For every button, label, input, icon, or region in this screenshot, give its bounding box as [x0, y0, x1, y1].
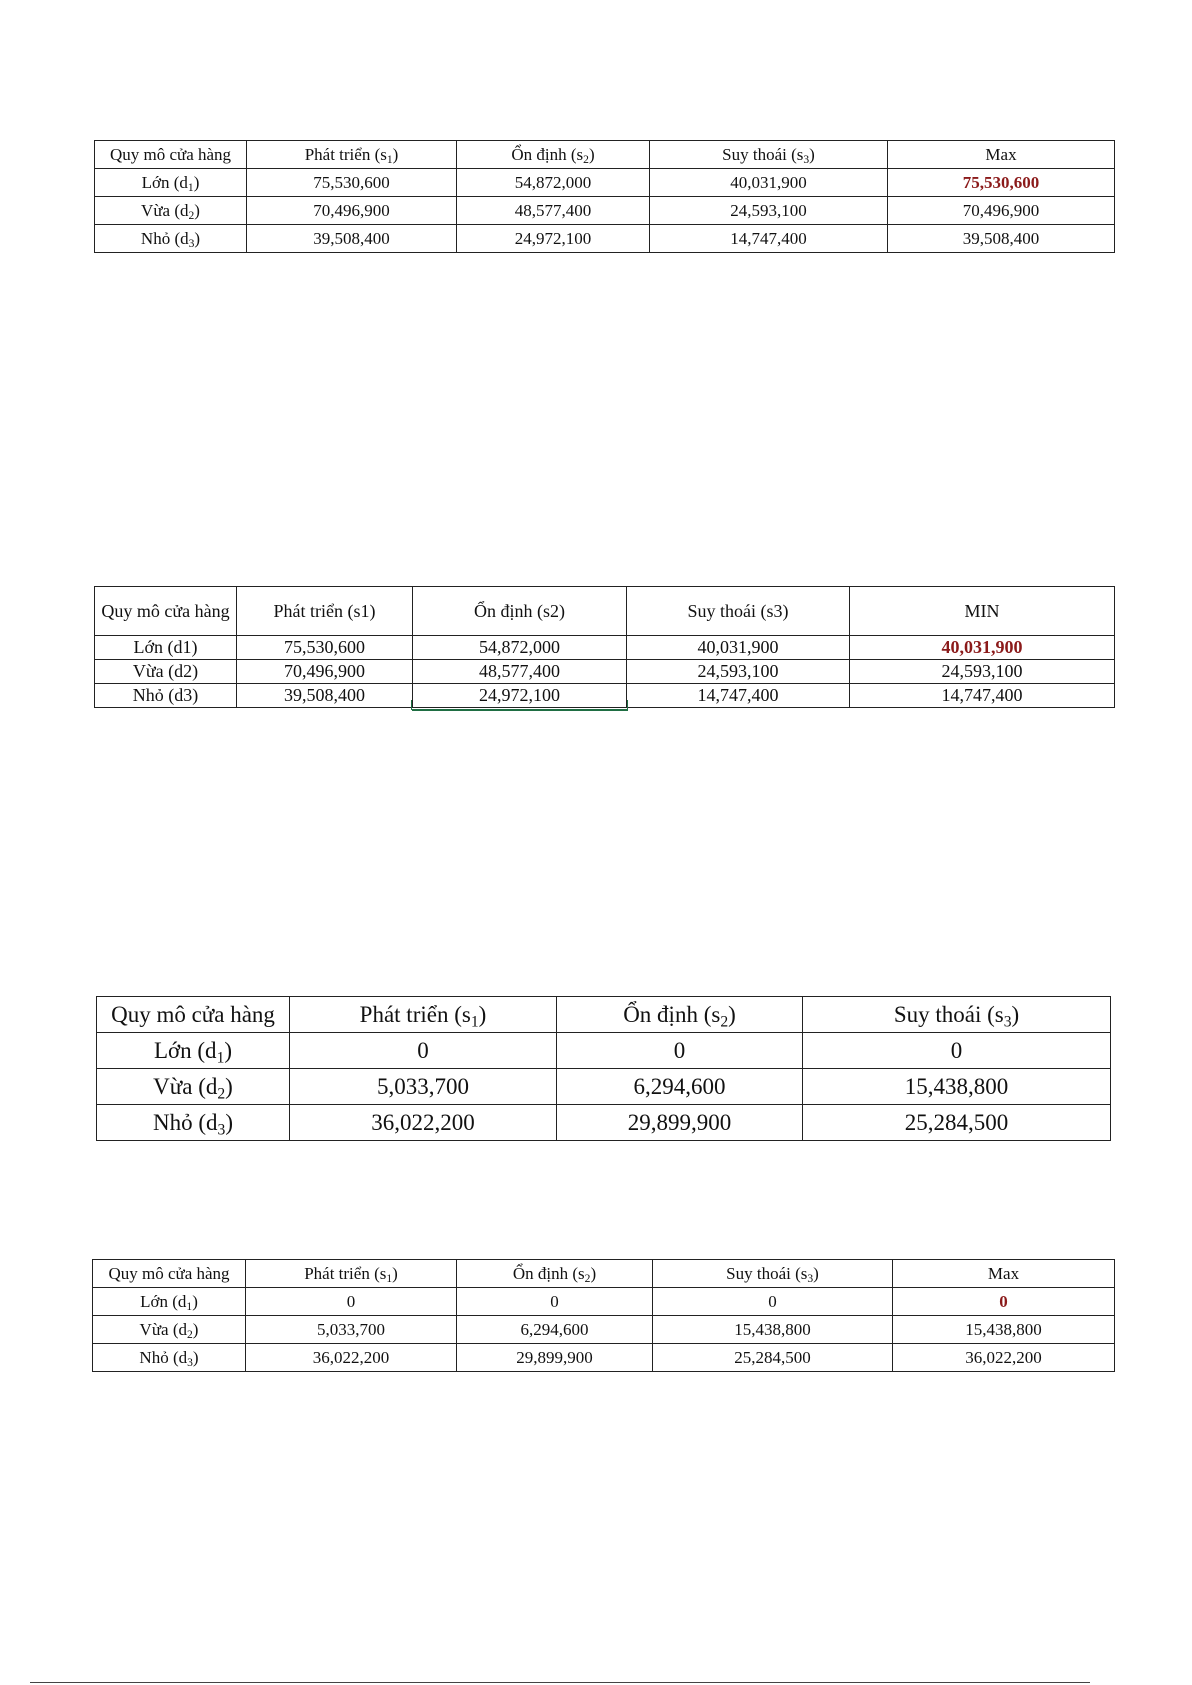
cell: 70,496,900 [237, 660, 413, 684]
cell: 0 [557, 1033, 803, 1069]
header-min: MIN [850, 587, 1115, 636]
table-row [95, 225, 1115, 253]
cell: 15,438,800 [893, 1316, 1115, 1344]
cell: 36,022,200 [246, 1344, 457, 1372]
cell: 48,577,400 [413, 660, 627, 684]
table-row [95, 169, 1115, 197]
cell: 36,022,200 [893, 1344, 1115, 1372]
row-label: Nhỏ $(d_3)$ [95, 225, 247, 253]
header-recession: Suy thoái $(s_3)$ [653, 1260, 893, 1288]
cell: 14,747,400 [850, 684, 1115, 708]
cell: 29,899,900 [557, 1105, 803, 1141]
cell: 5,033,700 [246, 1316, 457, 1344]
cell: 15,438,800 [803, 1069, 1111, 1105]
row-label: Lớn (d1) [95, 636, 237, 660]
page-bottom-rule [30, 1682, 1090, 1683]
cell: 75,530,600 [237, 636, 413, 660]
cell-selection-border-left [411, 700, 412, 710]
cell: 48,577,400 [457, 197, 650, 225]
cell: 5,033,700 [290, 1069, 557, 1105]
row-label: Vừa $(d_2)$ [97, 1069, 290, 1105]
cell: 24,593,100 [850, 660, 1115, 684]
header-growth: Phát triển $(s_1)$ [246, 1260, 457, 1288]
cell: 0 [653, 1288, 893, 1316]
header-row [97, 997, 1111, 1033]
cell: 15,438,800 [653, 1316, 893, 1344]
row-label: Lớn $(d_1)$ [93, 1288, 246, 1316]
header-scale: Quy mô cửa hàng [95, 141, 247, 169]
header-recession: Suy thoái $(s_3)$ [803, 997, 1111, 1033]
regret-table [96, 996, 1111, 1141]
cell: 24,593,100 [650, 197, 888, 225]
cell: 39,508,400 [888, 225, 1115, 253]
cell: 25,284,500 [803, 1105, 1111, 1141]
row-label: Vừa $(d_2)$ [93, 1316, 246, 1344]
table-row [95, 197, 1115, 225]
cell-highlight: 0 [893, 1288, 1115, 1316]
cell: 39,508,400 [247, 225, 457, 253]
table-row [93, 1344, 1115, 1372]
cell: 0 [803, 1033, 1111, 1069]
header-row [95, 141, 1115, 169]
header-stable: Ổn định $(s_2)$ [457, 1260, 653, 1288]
header-recession: Suy thoái (s3) [627, 587, 850, 636]
cell: 39,508,400 [237, 684, 413, 708]
header-stable: Ổn định $(s_2)$ [457, 141, 650, 169]
payoff-min-table [94, 586, 1115, 708]
row-label: Lớn $(d_1)$ [95, 169, 247, 197]
cell: 14,747,400 [650, 225, 888, 253]
table-row [93, 1288, 1115, 1316]
regret-max-table [92, 1259, 1115, 1372]
header-recession: Suy thoái $(s_3)$ [650, 141, 888, 169]
cell: 40,031,900 [650, 169, 888, 197]
header-stable: Ổn định $(s_2)$ [557, 997, 803, 1033]
table-row [97, 1105, 1111, 1141]
cell: 54,872,000 [413, 636, 627, 660]
table-row [95, 636, 1115, 660]
cell: 6,294,600 [457, 1316, 653, 1344]
cell: 70,496,900 [247, 197, 457, 225]
header-scale: Quy mô cửa hàng [93, 1260, 246, 1288]
table-row [95, 684, 1115, 708]
header-row [93, 1260, 1115, 1288]
cell: 24,972,100 [413, 684, 627, 708]
cell: 54,872,000 [457, 169, 650, 197]
table-row [97, 1069, 1111, 1105]
row-label: Nhỏ $(d_3)$ [97, 1105, 290, 1141]
cell: 75,530,600 [247, 169, 457, 197]
cell-highlight: 40,031,900 [850, 636, 1115, 660]
table-row [95, 660, 1115, 684]
header-growth: Phát triển $(s_1)$ [290, 997, 557, 1033]
cell: 29,899,900 [457, 1344, 653, 1372]
cell: 6,294,600 [557, 1069, 803, 1105]
cell: 36,022,200 [290, 1105, 557, 1141]
cell: 24,593,100 [627, 660, 850, 684]
header-growth: Phát triển $(s_1)$ [247, 141, 457, 169]
payoff-max-table [94, 140, 1115, 253]
header-stable: Ổn định (s2) [413, 587, 627, 636]
header-scale: Quy mô cửa hàng [97, 997, 290, 1033]
row-label: Vừa (d2) [95, 660, 237, 684]
row-label: Lớn $(d_1)$ [97, 1033, 290, 1069]
table-row [93, 1316, 1115, 1344]
header-max: Max [888, 141, 1115, 169]
row-label: Nhỏ $(d_3)$ [93, 1344, 246, 1372]
cell-highlight: 75,530,600 [888, 169, 1115, 197]
cell: 14,747,400 [627, 684, 850, 708]
row-label: Nhỏ (d3) [95, 684, 237, 708]
cell: 0 [290, 1033, 557, 1069]
row-label: Vừa $(d_2)$ [95, 197, 247, 225]
cell: 25,284,500 [653, 1344, 893, 1372]
cell: 24,972,100 [457, 225, 650, 253]
cell: 70,496,900 [888, 197, 1115, 225]
cell-selection-border-right [627, 700, 628, 710]
cell: 0 [246, 1288, 457, 1316]
header-row [95, 587, 1115, 636]
header-max: Max [893, 1260, 1115, 1288]
cell: 40,031,900 [627, 636, 850, 660]
cell-selection-border [412, 709, 628, 711]
table-row [97, 1033, 1111, 1069]
cell: 0 [457, 1288, 653, 1316]
header-scale: Quy mô cửa hàng [95, 587, 237, 636]
header-growth: Phát triển (s1) [237, 587, 413, 636]
